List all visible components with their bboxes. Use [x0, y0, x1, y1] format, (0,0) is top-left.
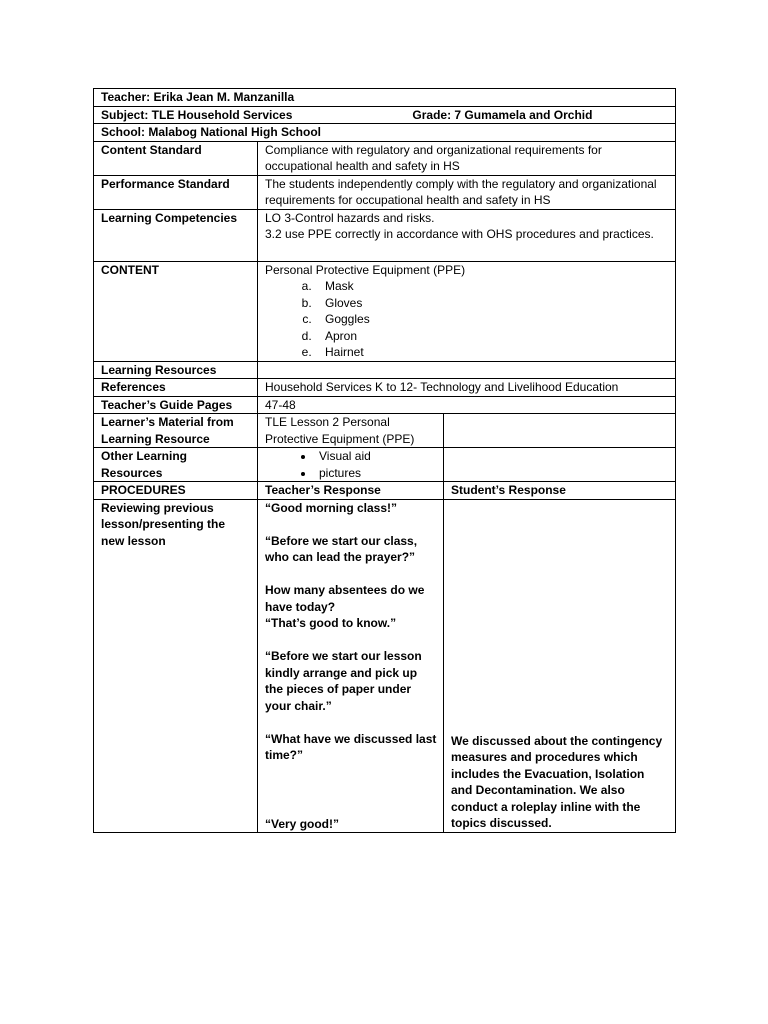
content-row [94, 261, 676, 361]
list-item: • pictures [315, 465, 437, 482]
learners-material-label: Learner’s Material from Learning Resource [94, 414, 258, 448]
list-item: a. Mask [315, 278, 669, 295]
reviewing-label: Reviewing previous lesson/presenting the new lesson [94, 499, 258, 833]
competency-line-2: 3.2 use PPE correctly in accordance with OHS procedures and practices. [265, 227, 654, 241]
student-response-cell [444, 499, 676, 833]
content-label: CONTENT [94, 261, 258, 361]
content-standard-row [94, 141, 676, 175]
student-response-header: Student’s Response [444, 482, 676, 500]
content-standard-value: Compliance with regulatory and organizational requirements for occupational health and safety in HS [258, 141, 676, 175]
references-value: Household Services K to 12- Technology and Livelihood Education [258, 379, 676, 397]
teacher-response-cell [258, 499, 444, 833]
content-title: Personal Protective Equipment (PPE) [265, 262, 466, 277]
learners-material-value: TLE Lesson 2 Personal Protective Equipment (PPE) [258, 414, 444, 448]
list-item: d. Apron [315, 328, 669, 345]
learning-competencies-label: Learning Competencies [94, 209, 258, 261]
learners-material-row [94, 414, 676, 448]
performance-standard-value: The students independently comply with the regulatory and organizational requirements for occupational health and safety in HS [258, 175, 676, 209]
procedures-label: PROCEDURES [94, 482, 258, 500]
list-item: c. Goggles [315, 311, 669, 328]
school-row [94, 124, 676, 142]
references-label: References [94, 379, 258, 397]
teacher-line-last-time: “What have we discussed last time?” [265, 731, 437, 762]
other-resources-label: Other Learning Resources [94, 448, 258, 482]
references-row [94, 379, 676, 397]
performance-standard-label: Performance Standard [94, 175, 258, 209]
list-item: b. Gloves [315, 295, 669, 312]
teacher-line-arrange: “Before we start our lesson kindly arrange and pick up the pieces of paper under your chair.” [265, 649, 422, 713]
teacher-row [94, 89, 676, 107]
ppe-list [265, 278, 669, 361]
competency-line-1: LO 3-Control hazards and risks. [265, 210, 435, 225]
teacher-cell: Teacher: Erika Jean M. Manzanilla [94, 89, 676, 107]
learning-resources-row [94, 361, 676, 379]
teacher-line-prayer: “Before we start our class, who can lead the prayer?” [265, 533, 418, 564]
performance-standard-row [94, 175, 676, 209]
student-response-text: We discussed about the contingency measures and procedures which includes the Evacuation, Isolation and Decontamination. We also conduct a roleplay inline with the topics discussed. [451, 733, 663, 830]
subject-text: Subject: TLE Household Services [101, 107, 293, 122]
teacher-line-greeting: “Good morning class!” [265, 500, 398, 515]
subject-row [94, 106, 676, 124]
school-cell: School: Malabog National High School [94, 124, 676, 142]
learning-resources-label: Learning Resources [94, 361, 258, 379]
teachers-guide-label: Teacher’s Guide Pages [94, 396, 258, 414]
other-resources-row [94, 448, 676, 482]
teacher-line-absentees: How many absentees do we have today? [265, 583, 425, 614]
grade-text: Grade: 7 Gumamela and Orchid [412, 107, 593, 122]
reviewing-row [94, 499, 676, 833]
teacher-line-good-to-know: “That’s good to know.” [265, 616, 397, 630]
list-item: e. Hairnet [315, 344, 669, 361]
list-item: • Visual aid [315, 448, 437, 465]
teachers-guide-row [94, 396, 676, 414]
teachers-guide-value: 47-48 [258, 396, 676, 414]
teacher-response-header: Teacher’s Response [258, 482, 444, 500]
other-resources-list [265, 448, 437, 481]
content-standard-label: Content Standard [94, 141, 258, 175]
lesson-plan-table [93, 88, 676, 833]
learning-competencies-row [94, 209, 676, 261]
procedures-row [94, 482, 676, 500]
teacher-line-very-good: “Very good!” [265, 816, 340, 831]
